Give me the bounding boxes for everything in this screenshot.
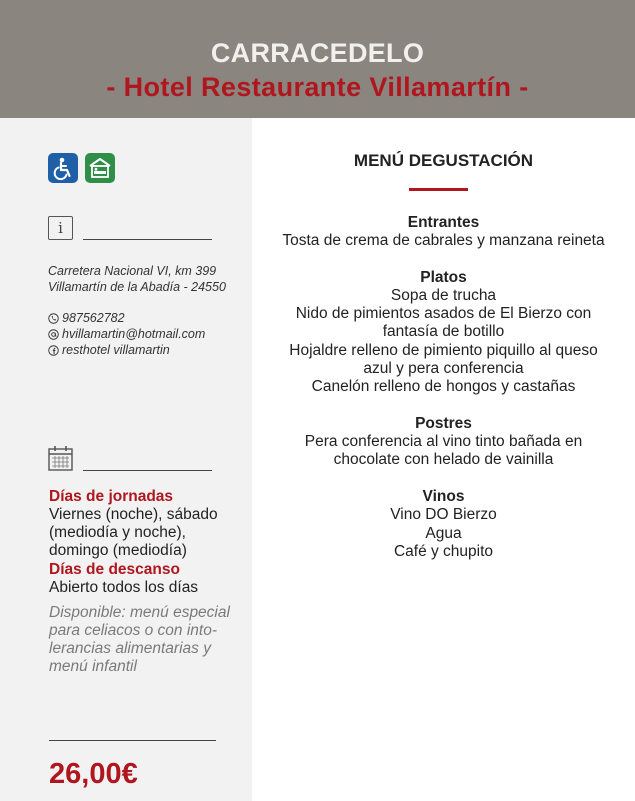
menu-item: Canelón relleno de hongos y castañas [311, 378, 576, 395]
hotel-bed-icon [85, 153, 115, 183]
menu-item: Café y chupito [393, 543, 494, 560]
divider [83, 470, 212, 471]
address-line-2: Villamartín de la Abadía - 24550 [48, 280, 226, 294]
facebook-icon [48, 345, 59, 356]
price: 26,00€ [49, 758, 138, 790]
note-line: Disponible: menú especial [49, 604, 230, 621]
menu-item: Sopa de trucha [390, 287, 497, 304]
menu-item: fantasía de botillo [382, 323, 505, 340]
menu-title: MENÚ DEGUSTACIÓN [353, 151, 534, 170]
menu-item: Tosta de crema de cabrales y manzana reineta [282, 232, 605, 249]
rest-label: Días de descanso [49, 561, 180, 578]
days-line: domingo (mediodía) [49, 542, 187, 559]
hotel-name: - Hotel Restaurante Villamartín - [106, 72, 529, 102]
facebook-row [48, 342, 170, 358]
menu-item: Nido de pimientos asados de El Bierzo con [295, 305, 592, 322]
menu-item: chocolate con helado de vainilla [333, 451, 554, 468]
divider [83, 239, 212, 240]
section-heading: Platos [420, 269, 467, 286]
menu-item: Vino DO Bierzo [390, 506, 497, 523]
menu-column [252, 0, 635, 801]
address-line-1: Carretera Nacional VI, km 399 [48, 264, 217, 278]
rest-value: Abierto todos los días [49, 579, 199, 596]
email-icon [48, 329, 59, 340]
info-icon: i [48, 216, 73, 240]
email-row [48, 326, 205, 342]
days-label: Días de jornadas [49, 488, 174, 505]
phone-row [48, 310, 125, 326]
note-line: para celiacos o con into- [49, 622, 218, 639]
wheelchair-accessible-icon [48, 153, 78, 183]
email-address[interactable]: hvillamartin@hotmail.com [62, 327, 206, 341]
sidebar [0, 118, 252, 801]
menu-item: azul y pera conferencia [363, 360, 524, 377]
section-heading: Vinos [422, 488, 465, 505]
menu-item: Hojaldre relleno de pimiento piquillo al queso [289, 342, 598, 359]
note-line: lerancias alimentarias y [49, 640, 211, 657]
section-heading: Entrantes [407, 214, 480, 231]
menu-item: Pera conferencia al vino tinto bañada en [304, 433, 583, 450]
days-line: (mediodía y noche), [49, 524, 186, 541]
days-line: Viernes (noche), sábado [49, 506, 218, 523]
phone-icon [48, 313, 59, 324]
section-heading: Postres [415, 415, 472, 432]
divider [49, 740, 216, 741]
note-line: menú infantil [49, 658, 137, 675]
facebook-handle[interactable]: resthotel villamartin [62, 343, 170, 357]
calendar-icon [48, 445, 74, 476]
town-title: CARRACEDELO [210, 38, 425, 68]
phone-number[interactable]: 987562782 [62, 311, 125, 325]
menu-item: Agua [425, 525, 462, 542]
